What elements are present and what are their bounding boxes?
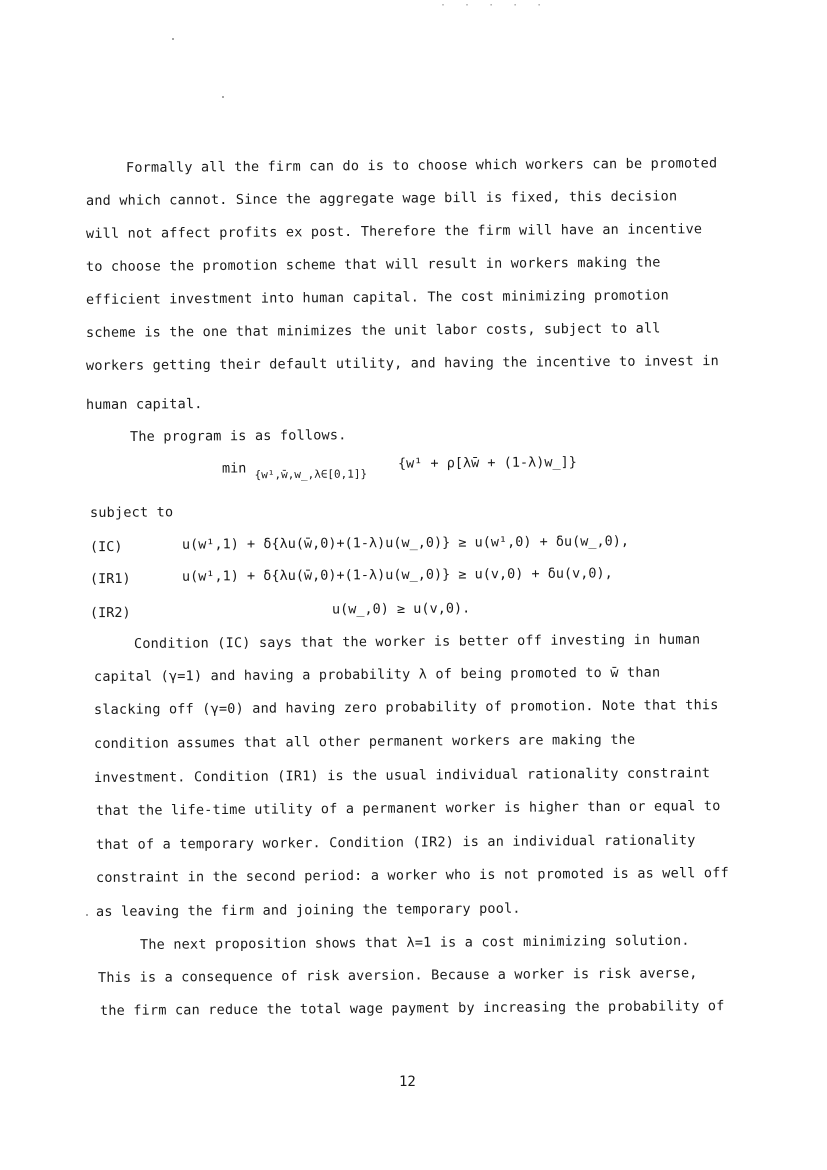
paragraph1-line: scheme is the one that minimizes the unit labor costs, subject to all — [85, 320, 661, 341]
paragraph3-line: This is a consequence of risk aversion. Because a worker is risk averse, — [97, 965, 698, 986]
objective-min — [222, 459, 367, 481]
min-set: {w¹,w̄,w̲,λ∈[0,1]} — [254, 467, 368, 482]
paragraph2-line: that the life-time utility of a permanent worker is higher than or equal to — [95, 798, 721, 819]
paragraph2-line: constraint in the second period: a worker who is not promoted is as well off — [95, 865, 729, 886]
constraint-ic: u(w¹,1) + δ{λu(w̄,0)+(1-λ)u(w̲,0)} ≥ u(w¹,0) + δu(w̲,0), — [181, 533, 630, 553]
subject-to: subject to — [89, 504, 174, 521]
constraint-ir2: u(w̲,0) ≥ u(v,0). — [331, 600, 471, 618]
min-operator: min — [221, 460, 247, 477]
page-number: 12 — [399, 1074, 416, 1090]
paragraph2-line: slacking off (γ=0) and having zero probability of promotion. Note that this — [93, 697, 719, 718]
paragraph2-line: that of a temporary worker. Condition (IR2) is an individual rationality — [95, 832, 696, 853]
paragraph2-line: Condition (IC) says that the worker is better off investing in human — [133, 631, 701, 652]
paragraph2-line: capital (γ=1) and having a probability λ of being promoted to w̄ than — [93, 664, 661, 685]
paragraph1-line: Formally all the firm can do is to choose which workers can be promoted — [125, 155, 718, 176]
constraint-label: (IC) — [89, 538, 123, 556]
scan-speck — [86, 914, 88, 916]
constraint-ir1: u(w¹,1) + δ{λu(w̄,0)+(1-λ)u(w̲,0)} ≥ u(v,0) + δu(v,0), — [181, 565, 613, 585]
scan-artifact: · · · · · — [440, 0, 549, 11]
objective-expression: {w¹ + ρ[λw̄ + (1-λ)w̲]} — [397, 454, 577, 472]
paragraph1-line: and which cannot. Since the aggregate wage bill is fixed, this decision — [85, 188, 678, 209]
constraint-label: (IR1) — [89, 570, 131, 588]
scan-speck — [222, 96, 224, 98]
scan-speck — [172, 38, 174, 40]
paragraph3-line: the firm can reduce the total wage payment by increasing the probability of — [99, 998, 725, 1019]
paragraph2-line: as leaving the firm and joining the temporary pool. — [95, 900, 521, 920]
program-intro: The program is as follows. — [129, 427, 347, 445]
paragraph3-line: The next proposition shows that λ=1 is a cost minimizing solution. — [139, 932, 690, 953]
paragraph2-line: investment. Condition (IR1) is the usual individual rationality constraint — [93, 765, 711, 786]
paragraph2-line: condition assumes that all other permanent workers are making the — [93, 731, 636, 752]
paragraph1-line: to choose the promotion scheme that will result in workers making the — [85, 254, 661, 275]
constraint-label: (IR2) — [89, 604, 131, 622]
paragraph1-line: workers getting their default utility, and having the incentive to invest in — [85, 353, 719, 374]
paragraph1-line: efficient investment into human capital. The cost minimizing promotion — [85, 287, 669, 308]
paragraph1-line: will not affect profits ex post. Therefore the firm will have an incentive — [85, 221, 703, 242]
paragraph1-line: human capital. — [85, 396, 203, 413]
